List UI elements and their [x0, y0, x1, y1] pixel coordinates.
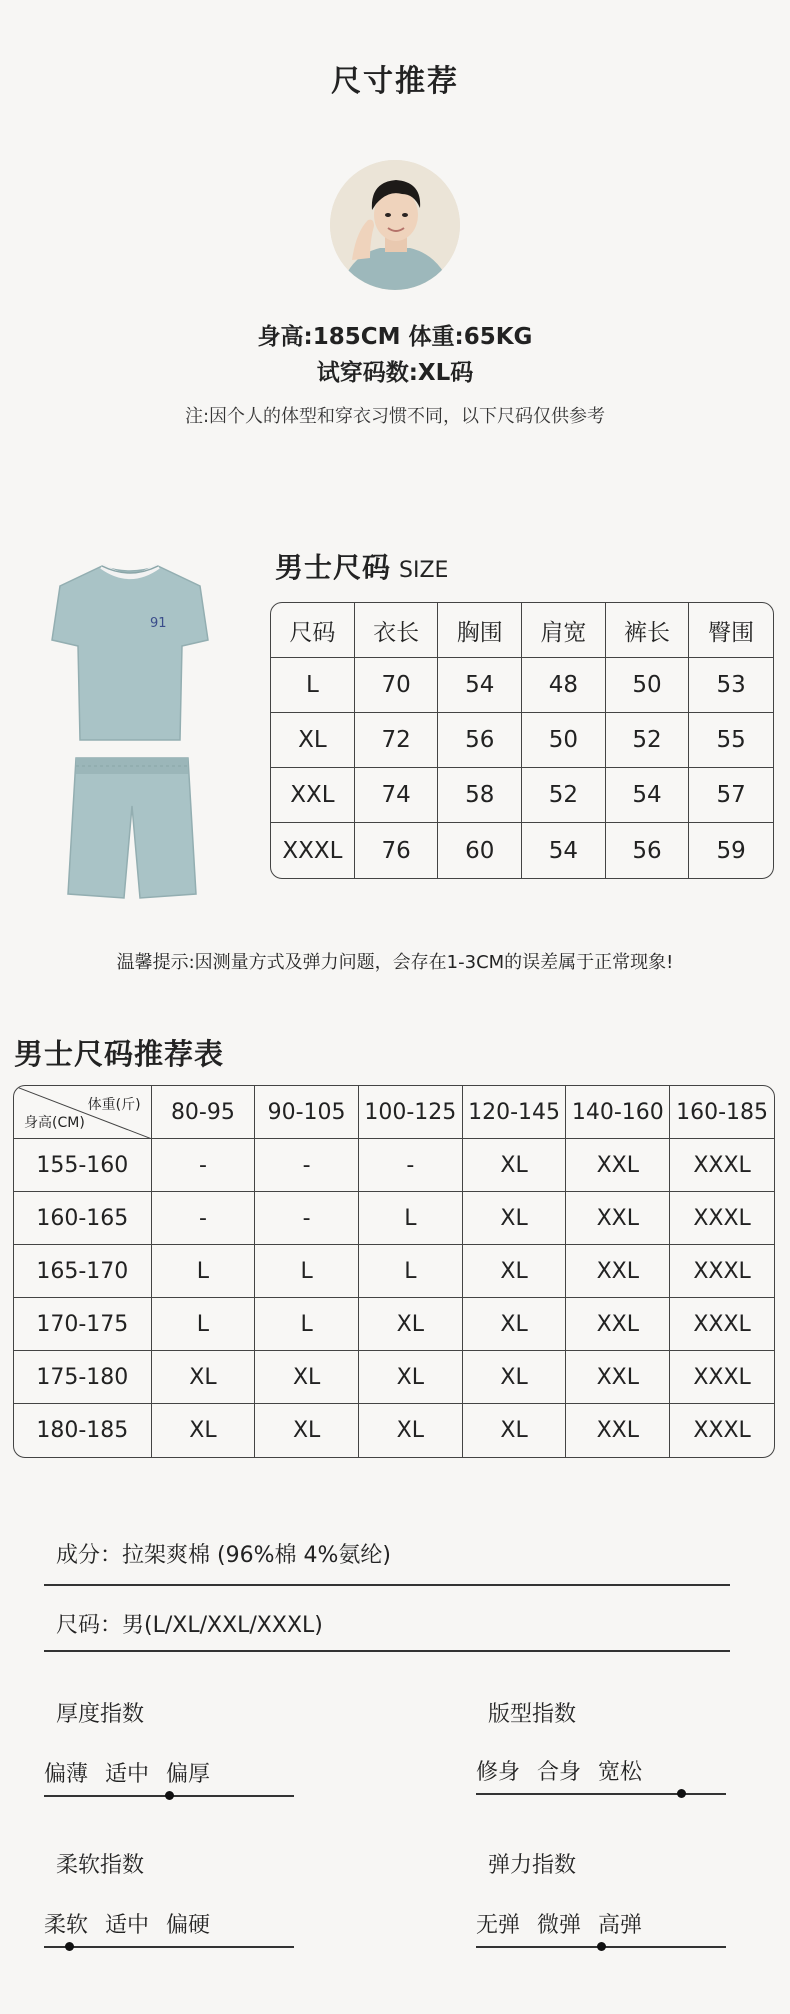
recommend-cell: XL [152, 1404, 256, 1457]
elasticity-index-scale [476, 1908, 726, 1938]
model-size: 试穿码数:XL码 [316, 360, 474, 386]
recommend-cell: L [152, 1245, 256, 1298]
recommend-cell: XL [359, 1404, 463, 1457]
recommend-cell: XL [463, 1192, 567, 1245]
height-row-header: 160-165 [14, 1192, 152, 1245]
index-scale-line [476, 1793, 726, 1795]
size-cell: 53 [689, 658, 773, 713]
recommend-title: 男士尺码推荐表 [14, 1037, 225, 1071]
softness-index-title: 柔软指数 [56, 1853, 145, 1878]
fit-index-scale [476, 1755, 726, 1785]
weight-col-header: 80-95 [152, 1086, 256, 1139]
weight-col-header: 160-185 [670, 1086, 774, 1139]
weight-col-header: 120-145 [463, 1086, 567, 1139]
recommend-cell: - [152, 1139, 256, 1192]
index-option: 适中 [105, 1762, 150, 1787]
recommend-cell: XL [463, 1298, 567, 1351]
recommend-cell: XXXL [670, 1192, 774, 1245]
model-avatar [330, 160, 460, 290]
size-range-divider [44, 1650, 730, 1652]
index-option: 高弹 [598, 1913, 643, 1938]
size-col-header: 尺码 [271, 603, 355, 658]
size-col-header: 衣长 [355, 603, 439, 658]
composition-text: 成分：拉架爽棉 (96%棉 4%氨纶) [56, 1543, 391, 1568]
size-cell: 57 [689, 768, 773, 823]
thickness-index-scale [44, 1757, 294, 1787]
recommend-cell: XXXL [670, 1351, 774, 1404]
recommend-cell: L [359, 1192, 463, 1245]
recommend-cell: L [255, 1245, 359, 1298]
thickness-index-title: 厚度指数 [56, 1702, 145, 1727]
recommend-cell: XXL [566, 1139, 670, 1192]
tshirt-image [50, 560, 210, 750]
index-option: 宽松 [598, 1760, 643, 1785]
size-cell: 55 [689, 713, 773, 768]
recommend-cell: XL [463, 1139, 567, 1192]
recommend-row [14, 1298, 774, 1351]
recommend-cell: XXL [566, 1404, 670, 1457]
size-cell: 48 [522, 658, 606, 713]
recommend-cell: - [255, 1192, 359, 1245]
fit-index-title: 版型指数 [488, 1702, 577, 1727]
recommend-cell: XXL [566, 1298, 670, 1351]
size-col-header: 裤长 [606, 603, 690, 658]
size-cell: 60 [438, 823, 522, 878]
size-note: 注:因个人的体型和穿衣习惯不同，以下尺码仅供参考 [184, 406, 606, 427]
recommend-cell: - [359, 1139, 463, 1192]
index-option: 偏厚 [166, 1762, 211, 1787]
corner-height-label: 身高(CM) [24, 1115, 85, 1131]
shorts-image [62, 752, 202, 906]
recommend-cell: XXXL [670, 1139, 774, 1192]
index-option: 偏硬 [166, 1913, 211, 1938]
height-row-header: 180-185 [14, 1404, 152, 1457]
size-cell: 58 [438, 768, 522, 823]
recommend-cell: - [152, 1192, 256, 1245]
recommend-cell: XL [463, 1404, 567, 1457]
size-cell: 59 [716, 837, 746, 864]
size-cell: 70 [355, 658, 439, 713]
recommend-cell: L [152, 1298, 256, 1351]
index-option: 适中 [105, 1913, 150, 1938]
recommend-cell: - [255, 1139, 359, 1192]
size-cell: 54 [522, 823, 606, 878]
index-option: 修身 [476, 1760, 521, 1785]
size-cell: 72 [355, 713, 439, 768]
size-row [271, 768, 773, 823]
index-scale-line [44, 1946, 294, 1948]
recommend-cell: XL [255, 1351, 359, 1404]
size-col-header: 胸围 [438, 603, 522, 658]
recommend-cell: XL [255, 1404, 359, 1457]
size-cell: 54 [606, 768, 690, 823]
recommend-cell: XL [359, 1351, 463, 1404]
size-cell: XXL [271, 768, 355, 823]
elasticity-index-title: 弹力指数 [488, 1853, 577, 1878]
recommend-cell: XL [152, 1351, 256, 1404]
weight-col-header: 100-125 [359, 1086, 463, 1139]
recommend-cell: XXL [566, 1351, 670, 1404]
size-col-header: 臀围 [689, 603, 773, 658]
recommend-cell: XXL [566, 1245, 670, 1298]
index-option: 无弹 [476, 1913, 521, 1938]
composition-divider [44, 1584, 730, 1586]
recommend-corner-cell [14, 1086, 152, 1139]
recommend-cell: XXXL [670, 1245, 774, 1298]
size-cell: 52 [606, 713, 690, 768]
recommend-row [14, 1245, 774, 1298]
size-cell: 56 [606, 823, 690, 878]
recommend-cell: XL [463, 1351, 567, 1404]
recommend-cell: XL [463, 1245, 567, 1298]
recommend-cell: XL [359, 1298, 463, 1351]
corner-weight-label: 体重(斤) [87, 1097, 141, 1113]
size-row [271, 658, 773, 713]
height-row-header: 165-170 [14, 1245, 152, 1298]
recommend-row [14, 1404, 774, 1457]
size-cell: L [271, 658, 355, 713]
size-chart-title [275, 546, 448, 586]
index-marker [597, 1942, 606, 1951]
recommend-row [14, 1351, 774, 1404]
index-marker [165, 1791, 174, 1800]
index-option: 合身 [537, 1760, 582, 1785]
size-cell: 52 [522, 768, 606, 823]
recommend-cell: XXL [566, 1192, 670, 1245]
size-chart-title-en: SIZE [399, 558, 449, 583]
size-cell: XL [271, 713, 355, 768]
index-marker [65, 1942, 74, 1951]
size-cell: XXXL [271, 823, 355, 878]
size-cell: 74 [355, 768, 439, 823]
size-chart-table [270, 602, 774, 879]
model-stats: 身高:185CM 体重:65KG [257, 324, 533, 350]
size-row [271, 823, 773, 878]
softness-index-scale [44, 1908, 294, 1938]
index-marker [677, 1789, 686, 1798]
index-option: 偏薄 [44, 1762, 89, 1787]
size-cell: 54 [438, 658, 522, 713]
height-row-header: 170-175 [14, 1298, 152, 1351]
recommend-cell: L [359, 1245, 463, 1298]
height-row-header: 155-160 [14, 1139, 152, 1192]
measurement-tip: 温馨提示:因测量方式及弹力问题，会存在1-3CM的误差属于正常现象! [116, 952, 674, 973]
recommend-cell: XXXL [693, 1418, 751, 1443]
size-cell: 50 [522, 713, 606, 768]
size-row [271, 713, 773, 768]
page-title: 尺寸推荐 [331, 64, 459, 99]
size-cell: 50 [606, 658, 690, 713]
size-cell: 76 [355, 823, 439, 878]
recommend-table [13, 1085, 775, 1458]
index-option: 微弹 [537, 1913, 582, 1938]
index-option: 柔软 [44, 1913, 89, 1938]
recommend-row [14, 1192, 774, 1245]
recommend-cell: XXXL [670, 1298, 774, 1351]
tshirt-print-text: 91 [150, 616, 167, 631]
size-col-header: 肩宽 [522, 603, 606, 658]
weight-col-header: 90-105 [255, 1086, 359, 1139]
size-range-text: 尺码：男(L/XL/XXL/XXXL) [56, 1613, 323, 1638]
weight-col-header: 140-160 [566, 1086, 670, 1139]
recommend-row [14, 1139, 774, 1192]
size-chart-title-cn: 男士尺码 [275, 551, 392, 584]
recommend-cell: L [255, 1298, 359, 1351]
size-cell: 56 [438, 713, 522, 768]
height-row-header: 175-180 [14, 1351, 152, 1404]
